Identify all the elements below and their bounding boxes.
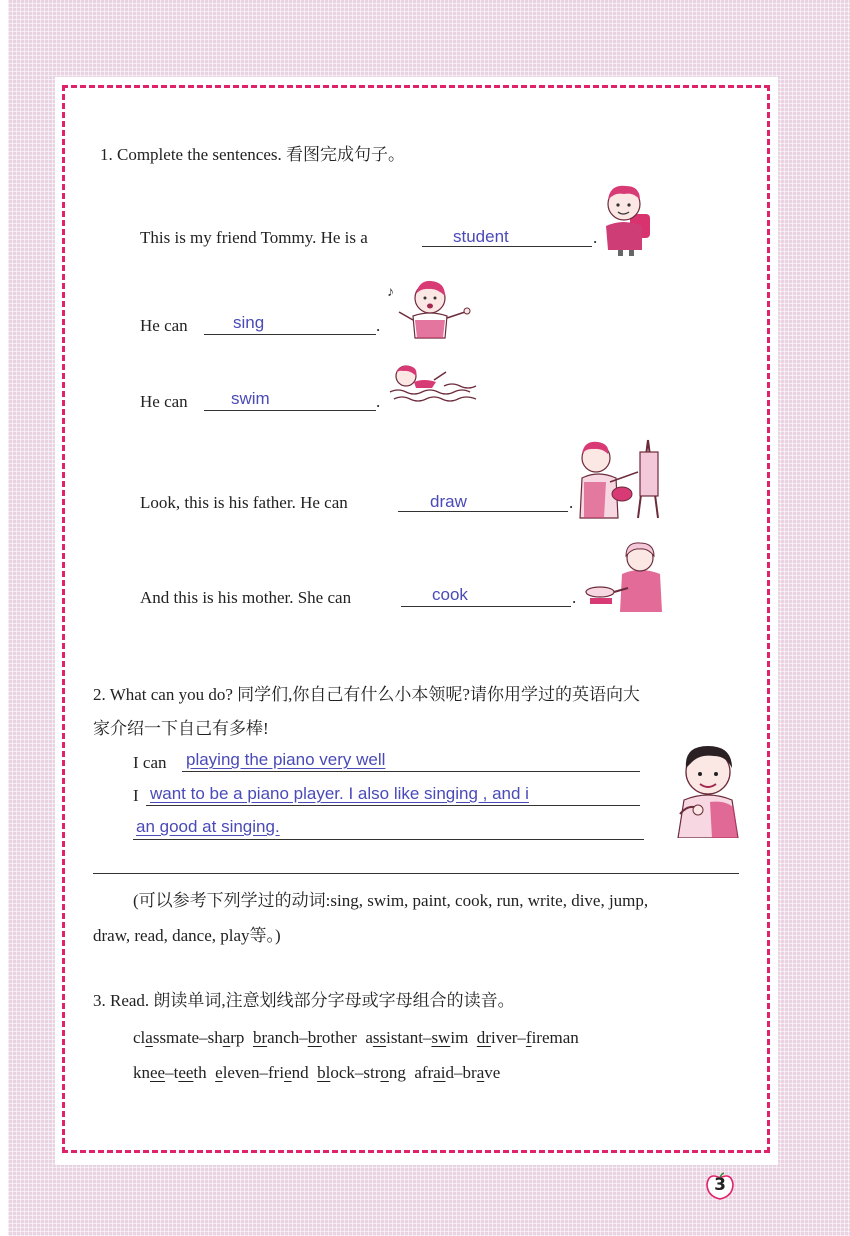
row1-period: . [593, 228, 598, 247]
word-pair: eleven–friend [215, 1063, 309, 1082]
cooking-mother-illustration [584, 540, 680, 616]
row3-answer: swim [231, 389, 270, 408]
word-pair: assistant–swim [365, 1028, 469, 1047]
word-pair: knee–teeth [133, 1063, 207, 1082]
section2-line2-prefix: I [133, 786, 139, 805]
student-boy-illustration [596, 180, 658, 256]
row5-prefix: And this is his mother. She can [140, 588, 352, 607]
word-pair: block–strong [317, 1063, 406, 1082]
section3-heading: 3. Read. 朗读单词,注意划线部分字母或字母组合的读音。 [93, 991, 515, 1010]
row3-blank[interactable] [204, 388, 376, 411]
row1-answer: student [453, 227, 509, 246]
row3-prefix: He can [140, 392, 188, 411]
boy-pointing-illustration [670, 738, 746, 838]
page-number: 3 [714, 1175, 726, 1195]
painting-father-illustration [576, 434, 666, 522]
section1-heading: 1. Complete the sentences. 看图完成句子。 [100, 145, 406, 164]
section2-heading-line1: 2. What can you do? 同学们,你自己有什么小本领呢?请你用学过的英语向大 [93, 685, 640, 704]
section2-hint-line1: (可以参考下列学过的动词:sing, swim, paint, cook, run, write, dive, jump, [133, 891, 649, 910]
row2-prefix: He can [140, 316, 188, 335]
row5-period: . [572, 588, 577, 607]
section2-line3-answer: an good at singing. [136, 817, 280, 836]
row1-prefix: This is my friend Tommy. He is a [140, 228, 368, 247]
page-number-badge [705, 1172, 735, 1200]
singing-boy-illustration [385, 276, 473, 340]
row4-blank[interactable] [398, 489, 568, 512]
row4-answer: draw [430, 492, 467, 511]
row4-period: . [569, 493, 574, 512]
section2-line4-blank[interactable] [93, 851, 739, 874]
section2-line1-answer: playing the piano very well [186, 750, 386, 769]
row3-period: . [376, 392, 381, 411]
swimming-boy-illustration [384, 362, 482, 408]
section3-row2 [133, 1063, 500, 1083]
word-pair: classmate–sharp [133, 1028, 245, 1047]
row2-period: . [376, 316, 381, 335]
row4-prefix: Look, this is his father. He can [140, 493, 348, 512]
row2-blank[interactable] [204, 312, 376, 335]
page-edge [0, 0, 8, 1236]
section3-row1 [133, 1028, 579, 1048]
section2-line2-answer: want to be a piano player. I also like singing , and i [150, 784, 529, 803]
section2-line1-prefix: I can [133, 753, 167, 772]
row2-answer: sing [233, 313, 265, 332]
word-pair: afraid–brave [414, 1063, 501, 1082]
word-pair: branch–brother [252, 1028, 357, 1047]
word-pair: driver–fireman [476, 1028, 579, 1047]
section2-heading-line2: 家介绍一下自己有多棒! [93, 719, 269, 738]
row5-answer: cook [432, 585, 468, 604]
svg-text:♪: ♪ [387, 285, 394, 300]
section2-hint-line2: draw, read, dance, play等。) [93, 926, 281, 945]
row5-blank[interactable] [401, 584, 571, 607]
